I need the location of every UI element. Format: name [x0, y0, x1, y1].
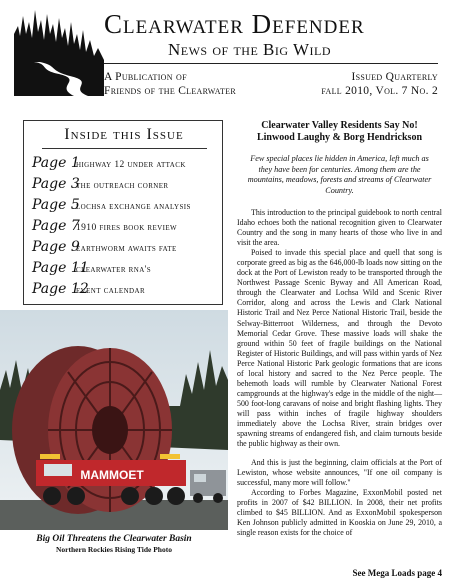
- toc-item-title: 1910 fires book review: [76, 223, 178, 233]
- toc-item-title: event calendar: [76, 286, 146, 296]
- photo-caption-title: Big Oil Threatens the Clearwater Basin: [36, 534, 192, 544]
- newsletter-subtitle: News of the Big Wild: [168, 40, 332, 59]
- inside-this-issue-box: [23, 120, 223, 305]
- toc-page-number: Page 5: [32, 197, 80, 213]
- forest-river-logo-icon: [14, 4, 104, 96]
- publisher-info: [104, 70, 236, 98]
- lead-article: [237, 120, 442, 539]
- article-intro-quote: Few special places lie hidden in America, left much as they have been for centuries. Among them are the mountains, meadows, forests and streams of Clearwater Country.: [247, 154, 432, 195]
- article-paragraph: This introduction to the principal guidebook to north central Idaho echoes both the national recognition given to Clearwater Country and the song in many hearts of those who live in and visit the area.: [237, 208, 442, 248]
- toc-item[interactable]: [32, 197, 222, 218]
- issue-line-2: fall 2010, Vol. 7 No. 2: [321, 85, 438, 97]
- toc-divider: [42, 148, 207, 149]
- article-paragraph: Poised to invade this special place and quell that song is corporate greed as big as the 646,000-lb loads now sitting on the dock at the Port of Lewiston ready to be transported through the Northwest Passage Scenic Byway and All American Road, through the Clearwater and Lochsa Wild and Scenic River Corridor, along and across the Lewis and Clark National Historic Trail and Nez Perce National Historic Trail, beside the Selway-Bitterroot Wilderness, and through the Devoto Memorial Cedar Grove. These massive loads will shake the ground within 50 feet of fragile buildings on the National Register of Historic Buildings, and will pass within yards of Nez Perce National Historic Park geologic formations that are icons of local history and sacred to the Nez Perce people. The behemoth loads will rumble by Clearwater National Forest campgrounds at the highway's edge in the middle of the night—500 foot-long caravans of noise and bright flashing lights. They will pass within inches of fragile highway shoulders immediately above the Lochsa River, strain bridges over spawning streams of endangered fish, and claim turnouts beside the public highway as their own.: [237, 248, 442, 449]
- truck-lettering: MAMMOET: [80, 468, 144, 482]
- toc-item-title: earthworm awaits fate: [76, 244, 177, 254]
- megaload-truck-illustration: [0, 310, 228, 530]
- continued-link[interactable]: See Mega Loads page 4: [352, 568, 442, 578]
- toc-item[interactable]: [32, 239, 222, 260]
- article-paragraph: And this is just the beginning, claim officials at the Port of Lewiston, whose website announces, "If one oil company is successful, many more will follow.": [237, 458, 442, 488]
- toc-item-title: highway 12 under attack: [76, 160, 186, 170]
- toc-item[interactable]: [32, 155, 222, 176]
- issue-info: [321, 70, 438, 98]
- toc-item[interactable]: [32, 218, 222, 239]
- issue-line-1: Issued Quarterly: [351, 71, 438, 83]
- masthead-divider: [104, 63, 438, 64]
- toc-page-number: Page 7: [32, 218, 80, 234]
- photo-credit: Northern Rockies Rising Tide Photo: [56, 545, 172, 554]
- toc-item-title: clearwater rna's: [76, 265, 152, 275]
- toc-item[interactable]: [32, 260, 222, 281]
- toc-list: [32, 155, 222, 302]
- photo-caption: [0, 533, 228, 555]
- toc-item-title: lochsa exchange analysis: [76, 202, 191, 212]
- toc-page-number: Page 12: [32, 281, 89, 297]
- publisher-line-2: Friends of the Clearwater: [104, 85, 236, 97]
- megaload-truck-photo: [0, 310, 228, 530]
- toc-item-title: the outreach corner: [76, 181, 169, 191]
- masthead: [0, 0, 450, 113]
- toc-title: Inside this Issue: [64, 126, 184, 143]
- toc-page-number: Page 3: [32, 176, 80, 192]
- article-body: [237, 208, 442, 539]
- article-paragraph: According to Forbes Magazine, ExxonMobil posted net profits in 2007 of $42 BILLION. In 2008, their net profits climbed to $45 BILLION. And as ExxonMobil spokesperson Ken Johnson publicly admitted in Kooskia on June 29, 2010, a single reason exists for the choice of: [237, 488, 442, 538]
- article-headline: Clearwater Valley Residents Say No!: [261, 120, 418, 131]
- article-byline: Linwood Laughy & Borg Hendrickson: [256, 132, 423, 143]
- toc-page-number: Page 1: [32, 155, 80, 171]
- newsletter-title: Clearwater Defender: [104, 9, 365, 39]
- toc-item[interactable]: [32, 176, 222, 197]
- publisher-line-1: A Publication of: [104, 71, 187, 83]
- toc-page-number: Page 9: [32, 239, 80, 255]
- toc-item[interactable]: [32, 281, 222, 302]
- toc-page-number: Page 11: [32, 260, 89, 276]
